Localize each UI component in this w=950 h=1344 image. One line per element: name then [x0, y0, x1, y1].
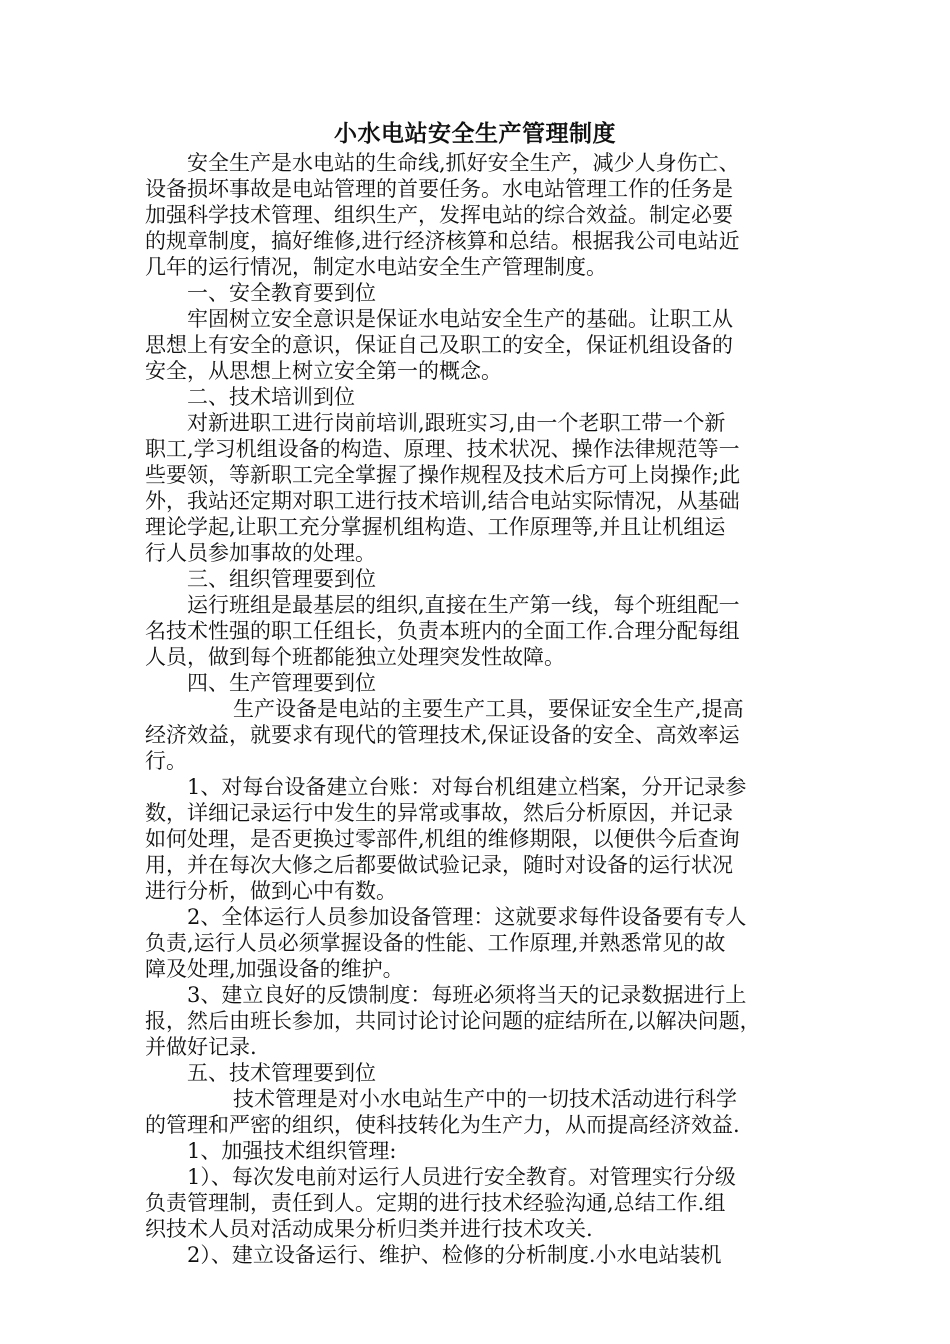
- paragraph-line: 对新进职工进行岗前培训,跟班实习,由一个老职工带一个新: [187, 411, 726, 435]
- paragraph-line: 1、加强技术组织管理:: [187, 1139, 397, 1163]
- paragraph-line: 一、安全教育要到位: [187, 281, 376, 305]
- paragraph-line: 行人员参加事故的处理。: [145, 541, 376, 565]
- paragraph-line: 加强科学技术管理、组织生产，发挥电站的综合效益。制定必要: [145, 203, 733, 227]
- paragraph-line: 三、组织管理要到位: [187, 567, 376, 591]
- paragraph-line: 理论学起,让职工充分掌握机组构造、工作原理等,并且让机组运: [145, 515, 726, 539]
- paragraph-line: 生产设备是电站的主要生产工具，要保证安全生产,提高: [233, 697, 744, 721]
- document-body: [145, 150, 805, 1268]
- paragraph-line: 牢固树立安全意识是保证水电站安全生产的基础。让职工从: [187, 307, 733, 331]
- paragraph-line: 五、技术管理要到位: [187, 1061, 376, 1085]
- paragraph-line: 的管理和严密的组织，使科技转化为生产力，从而提高经济效益.: [145, 1113, 740, 1137]
- paragraph-line: 二、技术培训到位: [187, 385, 355, 409]
- paragraph-line: 设备损坏事故是电站管理的首要任务。水电站管理工作的任务是: [145, 177, 733, 201]
- paragraph-line: 安全生产是水电站的生命线,抓好安全生产，减少人身伤亡、: [187, 151, 740, 175]
- paragraph-line: 几年的运行情况，制定水电站安全生产管理制度。: [145, 255, 607, 279]
- paragraph-line: 经济效益，就要求有现代的管理技术,保证设备的安全、高效率运: [145, 723, 740, 747]
- paragraph-line: 行。: [145, 749, 187, 773]
- paragraph-line: 2）、建立设备运行、维护、检修的分析制度.小水电站装机: [187, 1243, 722, 1267]
- paragraph-line: 织技术人员对活动成果分析归类并进行技术攻关.: [145, 1217, 593, 1241]
- paragraph-line: 职工,学习机组设备的构造、原理、技术状况、操作法律规范等一: [145, 437, 740, 461]
- paragraph-line: 1）、每次发电前对运行人员进行安全教育。对管理实行分级: [187, 1165, 736, 1189]
- paragraph-line: 安全，从思想上树立安全第一的概念。: [145, 359, 502, 383]
- paragraph-line: 报，然后由班长参加，共同讨论讨论问题的症结所在,以解决问题，: [145, 1009, 761, 1033]
- paragraph-line: 3、建立良好的反馈制度：每班必须将当天的记录数据进行上: [187, 983, 747, 1007]
- document-page: [145, 118, 805, 1268]
- paragraph-line: 负责管理制，责任到人。定期的进行技术经验沟通,总结工作.组: [145, 1191, 726, 1215]
- paragraph-line: 数，详细记录运行中发生的异常或事故，然后分析原因，并记录: [145, 801, 733, 825]
- paragraph-line: 的规章制度，搞好维修,进行经济核算和总结。根据我公司电站近: [145, 229, 740, 253]
- paragraph-line: 并做好记录.: [145, 1035, 257, 1059]
- paragraph-line: 1、对每台设备建立台账：对每台机组建立档案，分开记录参: [187, 775, 747, 799]
- paragraph-line: 障及处理,加强设备的维护。: [145, 957, 404, 981]
- paragraph-line: 2、全体运行人员参加设备管理：这就要求每件设备要有专人: [187, 905, 747, 929]
- paragraph-line: 思想上有安全的意识，保证自己及职工的安全，保证机组设备的: [145, 333, 733, 357]
- paragraph-line: 些要领，等新职工完全掌握了操作规程及技术后方可上岗操作;此: [145, 463, 741, 487]
- paragraph-line: 名技术性强的职工任组长，负责本班内的全面工作.合理分配每组: [145, 619, 740, 643]
- paragraph-line: 用，并在每次大修之后都要做试验记录，随时对设备的运行状况: [145, 853, 733, 877]
- document-title: 小水电站安全生产管理制度: [334, 121, 616, 147]
- paragraph-line: 人员，做到每个班都能独立处理突发性故障。: [145, 645, 565, 669]
- paragraph-line: 运行班组是最基层的组织,直接在生产第一线，每个班组配一: [187, 593, 740, 617]
- paragraph-line: 进行分析，做到心中有数。: [145, 879, 397, 903]
- paragraph-line: 外，我站还定期对职工进行技术培训,结合电站实际情况，从基础: [145, 489, 740, 513]
- paragraph-line: 如何处理，是否更换过零部件,机组的维修期限，以便供今后查询: [145, 827, 740, 851]
- paragraph-line: 负责,运行人员必须掌握设备的性能、工作原理,并熟悉常见的故: [145, 931, 726, 955]
- paragraph-line: 四、生产管理要到位: [187, 671, 376, 695]
- paragraph-line: 技术管理是对小水电站生产中的一切技术活动进行科学: [233, 1087, 737, 1111]
